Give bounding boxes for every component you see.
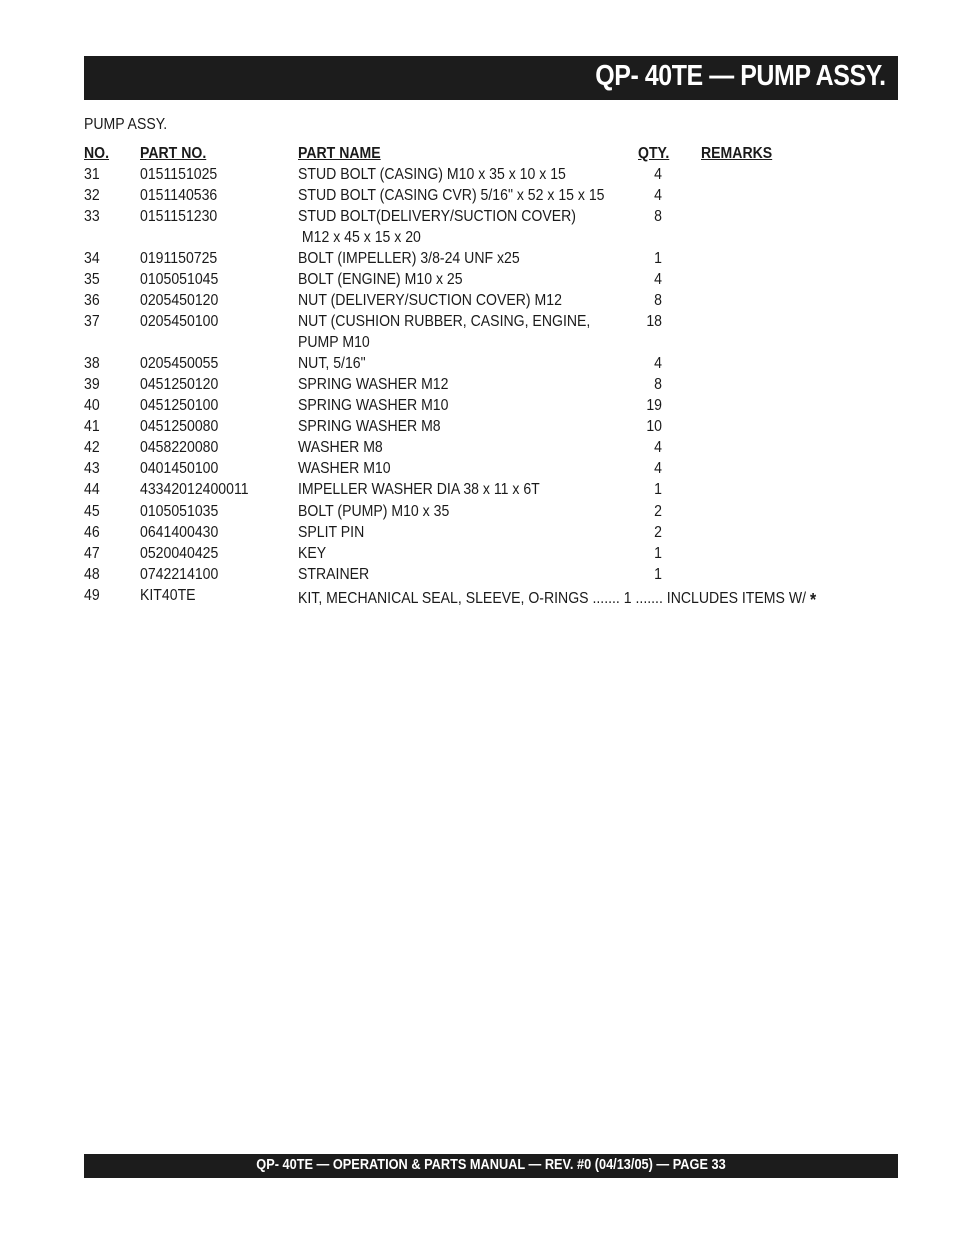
row-part-name: STUD BOLT (CASING) M10 x 35 x 10 x 15	[298, 166, 566, 183]
row-part-no: 0742214100	[140, 566, 219, 583]
table-row	[0, 460, 954, 481]
row-part-no: 0451250080	[140, 418, 219, 435]
column-header-no: NO.	[84, 145, 110, 162]
row-no: 32	[84, 187, 100, 204]
row-part-name: WASHER M8	[298, 439, 383, 456]
row-no: 36	[84, 292, 100, 309]
row-part-name: NUT (DELIVERY/SUCTION COVER) M12	[298, 292, 562, 309]
row-part-name: STUD BOLT (CASING CVR) 5/16" x 52 x 15 x 15	[298, 187, 605, 204]
column-header-part-name: PART NAME	[298, 145, 381, 162]
table-row	[0, 334, 954, 355]
row-no: 47	[84, 545, 100, 562]
row-part-name: STRAINER	[298, 566, 370, 583]
row-no: 40	[84, 397, 100, 414]
footer-bar	[84, 1154, 898, 1178]
row-qty: 19	[646, 397, 662, 414]
row-no: 35	[84, 271, 100, 288]
row-part-name: NUT, 5/16"	[298, 355, 366, 372]
row-part-name: BOLT (ENGINE) M10 x 25	[298, 271, 463, 288]
column-header-part-no: PART NO.	[140, 145, 207, 162]
row-part-no: 0451250120	[140, 376, 219, 393]
row-part-no: 0191150725	[140, 250, 218, 267]
row-no: 42	[84, 439, 100, 456]
table-row	[0, 545, 954, 566]
row-qty: 4	[654, 439, 662, 456]
table-row	[0, 166, 954, 187]
row-qty: 10	[646, 418, 662, 435]
row-no: 33	[84, 208, 100, 225]
row-part-no: 0205450100	[140, 313, 219, 330]
row-part-name-continued: PUMP M10	[298, 334, 370, 351]
row-part-name: BOLT (PUMP) M10 x 35	[298, 503, 450, 520]
row-qty: 4	[654, 271, 662, 288]
row-part-no: 0151151025	[140, 166, 218, 183]
table-row	[0, 313, 954, 334]
row-part-name: SPRING WASHER M8	[298, 418, 441, 435]
row-part-no: 0151140536	[140, 187, 218, 204]
row-part-no: 0105051045	[140, 271, 219, 288]
row-part-name: WASHER M10	[298, 460, 391, 477]
row-qty: 4	[654, 166, 662, 183]
row-no: 49	[84, 587, 100, 604]
table-row	[0, 587, 954, 608]
row-part-name-with-remarks	[298, 587, 816, 608]
table-row	[0, 187, 954, 208]
row-part-name-continued: M12 x 45 x 15 x 20	[298, 229, 421, 246]
row-no: 39	[84, 376, 100, 393]
row-part-name: SPRING WASHER M10	[298, 397, 449, 414]
table-row	[0, 439, 954, 460]
table-row	[0, 481, 954, 502]
row-qty: 8	[654, 376, 662, 393]
row-qty: 1	[654, 481, 662, 498]
row-part-no: 0401450100	[140, 460, 219, 477]
row-qty: 4	[654, 355, 662, 372]
row-part-no: 0451250100	[140, 397, 219, 414]
section-label: PUMP ASSY.	[84, 116, 168, 133]
row-qty: 2	[654, 524, 662, 541]
table-row	[0, 229, 954, 250]
table-row	[0, 250, 954, 271]
row-no: 41	[84, 418, 100, 435]
row-no: 37	[84, 313, 100, 330]
row-no: 46	[84, 524, 100, 541]
row-part-no: 0520040425	[140, 545, 219, 562]
row-no: 44	[84, 481, 100, 498]
row-qty: 18	[646, 313, 662, 330]
row-part-no: 0151151230	[140, 208, 218, 225]
row-no: 48	[84, 566, 100, 583]
row-qty: 1	[654, 250, 662, 267]
table-row	[0, 503, 954, 524]
row-part-name: SPRING WASHER M12	[298, 376, 449, 393]
row-part-name: SPLIT PIN	[298, 524, 365, 541]
row-qty: 4	[654, 187, 662, 204]
table-row	[0, 292, 954, 313]
row-part-name: KEY	[298, 545, 327, 562]
row-part-name: IMPELLER WASHER DIA 38 x 11 x 6T	[298, 481, 540, 498]
asterisk-icon: *	[809, 590, 817, 610]
column-header-remarks: REMARKS	[701, 145, 773, 162]
row-part-no: 0458220080	[140, 439, 219, 456]
row-no: 43	[84, 460, 100, 477]
row-part-no: 43342012400011	[140, 481, 249, 498]
row-part-no: KIT40TE	[140, 587, 196, 604]
row-qty: 8	[654, 208, 662, 225]
column-header-qty: QTY.	[638, 145, 670, 162]
row-part-name: NUT (CUSHION RUBBER, CASING, ENGINE,	[298, 313, 591, 330]
table-row	[0, 376, 954, 397]
table-row	[0, 397, 954, 418]
row-qty: 2	[654, 503, 662, 520]
table-row	[0, 566, 954, 587]
table-row	[0, 208, 954, 229]
row-part-name-text: KIT, MECHANICAL SEAL, SLEEVE, O-RINGS ....... 1 ....... INCLUDES ITEMS W/	[298, 590, 807, 607]
row-part-name: STUD BOLT(DELIVERY/SUCTION COVER)	[298, 208, 576, 225]
row-no: 31	[84, 166, 100, 183]
header-bar	[84, 56, 898, 100]
row-qty: 4	[654, 460, 662, 477]
row-qty: 8	[654, 292, 662, 309]
table-row	[0, 418, 954, 439]
row-part-no: 0205450055	[140, 355, 219, 372]
table-row	[0, 524, 954, 545]
row-qty: 1	[654, 545, 662, 562]
row-part-name: BOLT (IMPELLER) 3/8-24 UNF x25	[298, 250, 520, 267]
table-row	[0, 355, 954, 376]
table-row	[0, 271, 954, 292]
row-part-no: 0641400430	[140, 524, 219, 541]
row-part-no: 0105051035	[140, 503, 219, 520]
page-title: QP- 40TE — PUMP ASSY.	[595, 60, 886, 92]
row-no: 45	[84, 503, 100, 520]
row-part-no: 0205450120	[140, 292, 219, 309]
row-qty: 1	[654, 566, 662, 583]
row-no: 38	[84, 355, 100, 372]
row-no: 34	[84, 250, 100, 267]
footer-text: QP- 40TE — OPERATION & PARTS MANUAL — REV. #0 (04/13/05) — PAGE 33	[256, 1157, 726, 1173]
